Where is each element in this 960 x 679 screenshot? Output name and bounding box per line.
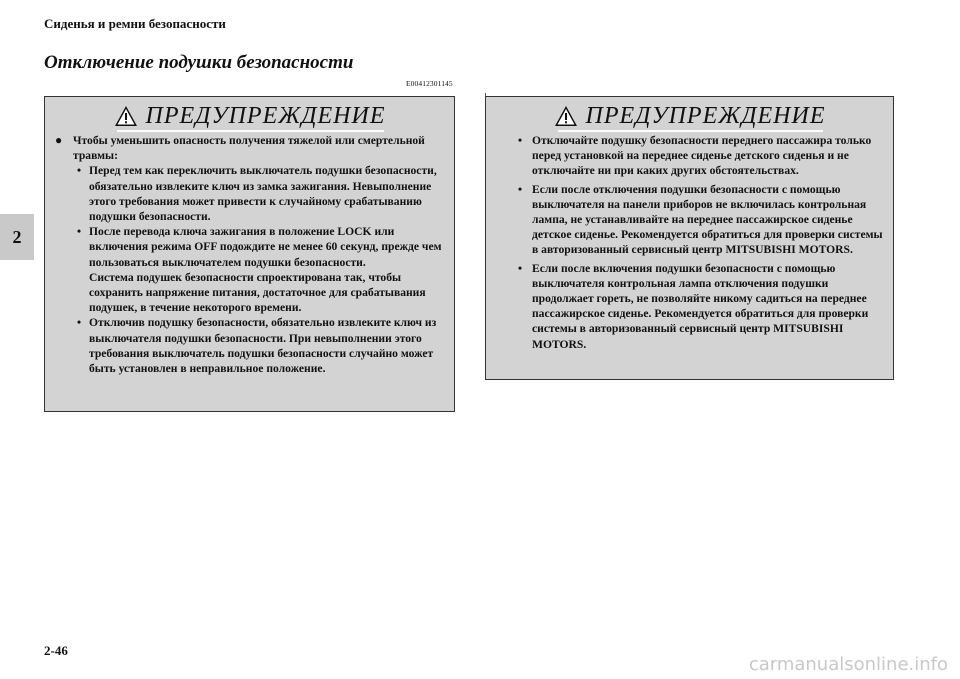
- warning-box-left: [44, 96, 455, 412]
- warning-title: ПРЕДУПРЕЖДЕНИЕ: [145, 102, 386, 129]
- bullet-icon: •: [518, 134, 523, 147]
- warning-header: [45, 101, 454, 131]
- page-number: 2-46: [44, 643, 68, 658]
- bullet-icon: •: [518, 261, 523, 275]
- section-code: E00412301145: [406, 79, 453, 88]
- list-item: • Перед тем как переключить выключатель подушки безопасности, обязательно извлеките ключ из замка зажигания. Невыполнение этого требования может привести к случайному срабатыванию подушки безопасности.: [77, 164, 437, 224]
- bullet-icon: •: [77, 225, 82, 239]
- header-underline: [558, 130, 823, 132]
- header-underline: [117, 130, 384, 132]
- running-header: Сиденья и ремни безопасности: [44, 16, 226, 31]
- chapter-tab: [0, 214, 34, 260]
- list-item: • После перевода ключа зажигания в положение LOCK или включения режима OFF подождите не менее 60 секунд, прежде чем пользоваться выключателем подушки безопасности. Система подушек безопасности спроектирована так, чтобы сохранить напряжение питания, достаточное для срабатывания подушек, в течение некоторого времени.: [77, 225, 442, 315]
- warning-header: [486, 101, 893, 131]
- warning-triangle-icon: [114, 105, 138, 127]
- warning-intro: ● Чтобы уменьшить опасность получения тяжелой или смертельной травмы:: [55, 133, 425, 163]
- list-item: • Если после отключения подушки безопасности с помощью выключателя на панели приборов не включилась контрольная лампа, не устанавливайте на переднее пассажирское сиденье детское сиденье. Рекомендуется обратиться для проверки системы в авторизованный сервисный центр MITSUBISHI MOTORS.: [518, 182, 883, 257]
- bullet-icon: •: [77, 316, 82, 330]
- warning-content: [494, 133, 885, 355]
- bullet-icon: •: [77, 164, 82, 178]
- bullet-icon: •: [518, 182, 523, 196]
- list-item: • Если после включения подушки безопасности с помощью выключателя контрольная лампа отключения подушки продолжает гореть, не позволяйте никому садиться на переднее пассажирское сиденье. Рекомендуется обратиться для проверки системы в авторизованный сервисный центр MITSUBISHI MOTORS.: [518, 261, 869, 351]
- section-title: Отключение подушки безопасности: [44, 52, 354, 73]
- bullet-dot-icon: ●: [55, 133, 63, 147]
- watermark: carmanualsonline.info: [748, 654, 948, 675]
- list-item: • Отключив подушку безопасности, обязательно извлеките ключ из выключателя подушки безопасности. При невыполнении этого требования выключатель подушки безопасности случайно может быть установлен в неправильное положение.: [77, 316, 437, 376]
- chapter-number: 2: [12, 226, 22, 247]
- warning-triangle-icon: [554, 105, 578, 127]
- warning-content: [53, 133, 446, 376]
- warning-title: ПРЕДУПРЕЖДЕНИЕ: [585, 102, 826, 129]
- list-item: • Отключайте подушку безопасности переднего пассажира только перед установкой на переднее сиденье детского сиденья и не отключайте ни при каких других обстоятельствах.: [518, 134, 872, 178]
- warning-box-right: [485, 96, 894, 380]
